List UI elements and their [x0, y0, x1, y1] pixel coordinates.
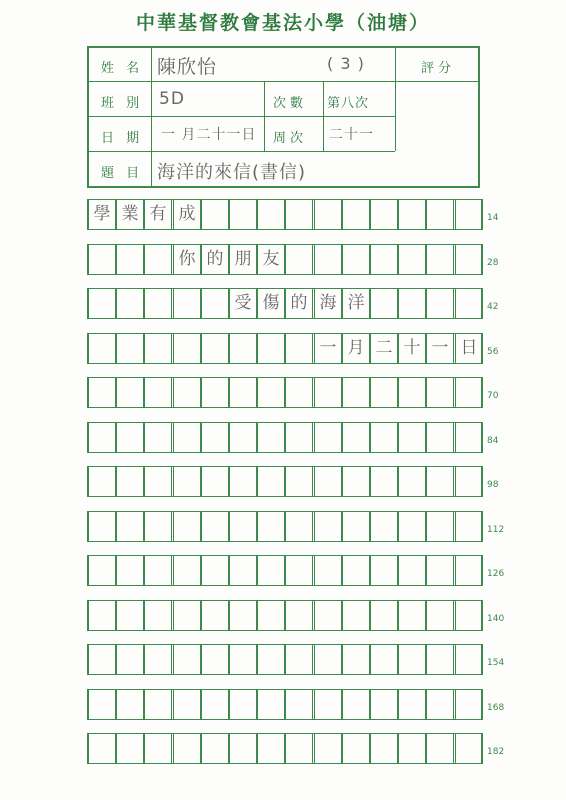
char-count-marker: 98 [487, 480, 499, 490]
grid-cell [455, 244, 483, 275]
grid-cell [398, 511, 426, 542]
week-label: 周次 [273, 131, 308, 146]
grid-cell [342, 555, 370, 586]
grid-cell [88, 244, 116, 275]
char-count-marker: 84 [487, 436, 499, 446]
header-col-divider [151, 48, 152, 188]
grid-cell [257, 511, 285, 542]
grid-cell [398, 644, 426, 675]
grid-cell [370, 689, 398, 720]
grid-cell [144, 511, 172, 542]
header-table [87, 46, 480, 188]
grid-cell [455, 733, 483, 764]
grid-cell [144, 244, 172, 275]
grid-cell [314, 555, 342, 586]
grid-cell [88, 689, 116, 720]
grid-cell [229, 644, 257, 675]
grid-cell [314, 511, 342, 542]
grid-cell [455, 466, 483, 497]
grid-cell [116, 377, 144, 408]
grid-cell [455, 689, 483, 720]
grid-cell [285, 333, 313, 364]
grid-cell [201, 422, 229, 453]
grid-cell [88, 377, 116, 408]
grid-cell [370, 600, 398, 631]
handwritten-char: 傷 [262, 293, 280, 313]
grid-cell [370, 644, 398, 675]
grid-cell [116, 244, 144, 275]
grid-cell [201, 199, 229, 230]
grid-cell [314, 466, 342, 497]
school-title: 中華基督教會基法小學（油塘） [135, 12, 430, 34]
grid-cell [398, 733, 426, 764]
grid-cell [370, 377, 398, 408]
handwritten-char: 月 [347, 338, 365, 358]
handwritten-char: 業 [121, 204, 139, 224]
grid-cell [116, 422, 144, 453]
char-count-marker: 140 [487, 614, 505, 624]
grid-cell [342, 511, 370, 542]
grid-cell [173, 511, 201, 542]
grid-cell [370, 244, 398, 275]
date-label: 日 期 [101, 131, 144, 146]
name-value: 陳欣怡 [157, 56, 218, 78]
grid-cell [116, 644, 144, 675]
grid-cell [285, 600, 313, 631]
grid-cell [426, 600, 454, 631]
grid-cell [398, 199, 426, 230]
grid-cell [370, 733, 398, 764]
grid-cell [116, 466, 144, 497]
grid-cell [398, 555, 426, 586]
grid-cell [426, 288, 454, 319]
times-value: 第八次 [327, 96, 370, 111]
topic-value: 海洋的來信(書信) [157, 162, 307, 183]
grid-cell [257, 466, 285, 497]
grid-cell [314, 244, 342, 275]
grid-cell [229, 511, 257, 542]
grid-cell [342, 733, 370, 764]
grid-cell [285, 377, 313, 408]
grid-cell [116, 733, 144, 764]
grid-cell [314, 377, 342, 408]
handwritten-char: 朋 [234, 249, 252, 269]
grid-cell [426, 555, 454, 586]
grid-cell [342, 644, 370, 675]
grid-cell [201, 689, 229, 720]
grid-cell [201, 600, 229, 631]
grid-cell [370, 288, 398, 319]
grid-cell [398, 377, 426, 408]
grid-cell [398, 466, 426, 497]
grid-cell [144, 644, 172, 675]
grid-cell [88, 555, 116, 586]
handwritten-char: 成 [178, 204, 196, 224]
handwritten-char: 受 [234, 293, 252, 313]
grid-cell [426, 644, 454, 675]
grid-cell [455, 555, 483, 586]
handwritten-char: 海 [319, 293, 337, 313]
grid-cell [285, 199, 313, 230]
grid-cell [314, 733, 342, 764]
grid-cell [173, 689, 201, 720]
grid-cell [88, 422, 116, 453]
grid-cell [173, 555, 201, 586]
grid-cell [455, 511, 483, 542]
grid-cell [229, 377, 257, 408]
handwritten-char: 有 [149, 204, 167, 224]
char-count-marker: 126 [487, 569, 505, 579]
grid-cell [88, 600, 116, 631]
topic-label: 題 目 [101, 166, 144, 181]
grid-cell [426, 511, 454, 542]
grid-cell [201, 333, 229, 364]
grid-cell [426, 733, 454, 764]
grid-cell [398, 244, 426, 275]
grid-cell [173, 377, 201, 408]
handwritten-char: 洋 [347, 293, 365, 313]
grid-cell [173, 733, 201, 764]
grid-cell [285, 244, 313, 275]
week-value: 二十一 [329, 127, 374, 143]
grid-cell [173, 644, 201, 675]
grid-cell [257, 644, 285, 675]
grid-cell [285, 555, 313, 586]
grid-cell [426, 377, 454, 408]
grid-cell [229, 555, 257, 586]
char-count-marker: 14 [487, 213, 499, 223]
grid-cell [173, 422, 201, 453]
grid-cell [88, 288, 116, 319]
grid-cell [144, 466, 172, 497]
grid-cell [229, 199, 257, 230]
grid-cell [88, 733, 116, 764]
grid-cell [370, 466, 398, 497]
grid-cell [201, 511, 229, 542]
grid-cell [257, 600, 285, 631]
grid-cell [229, 733, 257, 764]
handwritten-char: 十 [403, 338, 421, 358]
grid-cell [144, 600, 172, 631]
grid-cell [314, 600, 342, 631]
handwritten-char: 友 [262, 249, 280, 269]
class-label: 班 別 [101, 96, 144, 111]
grid-cell [116, 555, 144, 586]
char-count-marker: 168 [487, 703, 505, 713]
header-col-divider [323, 81, 324, 151]
grid-cell [229, 466, 257, 497]
grid-cell [398, 288, 426, 319]
grid-cell [201, 288, 229, 319]
grid-cell [144, 422, 172, 453]
grid-cell [201, 644, 229, 675]
grid-cell [455, 644, 483, 675]
handwritten-char: 學 [93, 204, 111, 224]
grid-cell [370, 199, 398, 230]
header-col-divider [395, 48, 396, 151]
grid-cell [314, 422, 342, 453]
grid-cell [285, 466, 313, 497]
grid-cell [201, 733, 229, 764]
grid-cell [426, 244, 454, 275]
header-col-divider [264, 81, 265, 151]
grid-cell [426, 689, 454, 720]
grid-cell [370, 555, 398, 586]
char-count-marker: 42 [487, 302, 499, 312]
grid-cell [285, 733, 313, 764]
grid-cell [144, 333, 172, 364]
class-number: ( 3 ) [327, 54, 365, 73]
grid-cell [201, 555, 229, 586]
grid-cell [342, 199, 370, 230]
grid-cell [116, 333, 144, 364]
handwritten-char: 日 [460, 338, 478, 358]
name-label: 姓 名 [101, 61, 144, 76]
grid-cell [173, 466, 201, 497]
grid-cell [342, 422, 370, 453]
grid-cell [144, 733, 172, 764]
grid-cell [201, 466, 229, 497]
grid-cell [455, 288, 483, 319]
grid-cell [342, 377, 370, 408]
times-label: 次數 [273, 96, 308, 111]
score-label: 評分 [421, 61, 456, 76]
handwritten-char: 的 [206, 249, 224, 269]
grid-cell [144, 377, 172, 408]
char-count-marker: 154 [487, 658, 505, 668]
grid-cell [285, 644, 313, 675]
grid-cell [116, 689, 144, 720]
grid-cell [144, 288, 172, 319]
grid-cell [144, 555, 172, 586]
grid-cell [455, 377, 483, 408]
grid-cell [426, 199, 454, 230]
grid-cell [398, 422, 426, 453]
handwritten-char: 二 [375, 338, 393, 358]
grid-cell [229, 333, 257, 364]
grid-cell [426, 422, 454, 453]
header-row-divider [89, 116, 395, 117]
grid-cell [257, 689, 285, 720]
char-count-marker: 28 [487, 258, 499, 268]
grid-cell [426, 466, 454, 497]
grid-cell [285, 422, 313, 453]
grid-cell [116, 511, 144, 542]
grid-cell [88, 644, 116, 675]
header-row-divider [89, 81, 480, 82]
grid-cell [229, 689, 257, 720]
grid-cell [257, 555, 285, 586]
grid-cell [229, 422, 257, 453]
handwritten-char: 你 [178, 249, 196, 269]
grid-cell [398, 600, 426, 631]
grid-cell [342, 689, 370, 720]
grid-cell [257, 377, 285, 408]
grid-cell [88, 333, 116, 364]
grid-cell [370, 511, 398, 542]
char-count-marker: 182 [487, 747, 505, 757]
grid-cell [285, 689, 313, 720]
grid-cell [398, 689, 426, 720]
grid-cell [342, 466, 370, 497]
grid-cell [314, 644, 342, 675]
grid-cell [370, 422, 398, 453]
grid-cell [88, 466, 116, 497]
date-value: 一 月二十一日 [161, 127, 257, 143]
grid-cell [88, 511, 116, 542]
grid-cell [342, 244, 370, 275]
grid-cell [455, 600, 483, 631]
grid-cell [173, 333, 201, 364]
handwritten-char: 的 [290, 293, 308, 313]
grid-cell [257, 733, 285, 764]
grid-cell [455, 422, 483, 453]
grid-cell [285, 511, 313, 542]
grid-cell [314, 199, 342, 230]
handwritten-char: 一 [431, 338, 449, 358]
grid-cell [116, 600, 144, 631]
grid-cell [257, 333, 285, 364]
grid-cell [201, 377, 229, 408]
grid-cell [342, 600, 370, 631]
char-count-marker: 70 [487, 391, 499, 401]
grid-cell [314, 689, 342, 720]
char-count-marker: 112 [487, 525, 505, 535]
header-row-divider [89, 151, 395, 152]
grid-cell [173, 600, 201, 631]
grid-cell [229, 600, 257, 631]
grid-cell [173, 288, 201, 319]
class-value: 5D [159, 89, 185, 109]
handwritten-char: 一 [319, 338, 337, 358]
grid-cell [257, 199, 285, 230]
grid-cell [144, 689, 172, 720]
grid-cell [116, 288, 144, 319]
grid-cell [455, 199, 483, 230]
char-count-marker: 56 [487, 347, 499, 357]
grid-cell [257, 422, 285, 453]
